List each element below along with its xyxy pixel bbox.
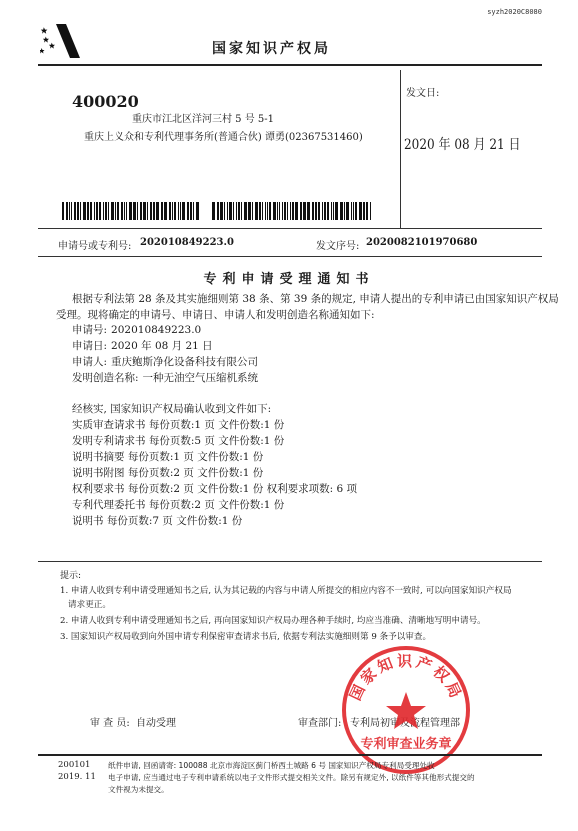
barcode-bar bbox=[248, 202, 251, 220]
barcode-bar bbox=[282, 202, 283, 220]
field-filing-date bbox=[72, 339, 213, 353]
file-item: 权利要求书 每份页数:2 页 文件份数:1 份 权利要求项数: 6 项 bbox=[72, 483, 358, 495]
examiner-label: 审 查 员: bbox=[90, 718, 130, 729]
barcode-bar bbox=[182, 202, 185, 220]
barcode-bar bbox=[335, 202, 338, 220]
barcode-bar bbox=[290, 202, 291, 220]
barcode-bar bbox=[229, 202, 232, 220]
barcode-bar bbox=[196, 202, 199, 220]
barcode-bar bbox=[187, 202, 189, 220]
barcode-bar bbox=[227, 202, 228, 220]
footer-line: 文件视为未提交。 bbox=[108, 785, 169, 794]
application-number-label: 申请号或专利号: bbox=[58, 241, 132, 252]
intro-line-2: 受理。现将确定的申请号、申请日、申请人和发明创造名称通知如下: bbox=[56, 309, 375, 321]
barcode-bar bbox=[233, 202, 234, 220]
barcode-bar bbox=[284, 202, 286, 220]
barcode-bar bbox=[105, 202, 107, 220]
barcode-bar bbox=[74, 202, 76, 220]
barcode-bar bbox=[238, 202, 240, 220]
barcode-bar bbox=[121, 202, 123, 220]
barcode-right bbox=[212, 202, 372, 220]
footer-rule bbox=[38, 754, 542, 756]
intro-line-1: 根据专利法第 28 条及其实施细则第 38 条、第 39 条的规定, 申请人提出的专利申请已由国家知识产权局 bbox=[72, 293, 559, 305]
barcode-bar bbox=[162, 202, 163, 220]
barcode-bar bbox=[346, 202, 349, 220]
footer-code: 200101 bbox=[58, 760, 91, 770]
file-item: 说明书附图 每份页数:2 页 文件份数:1 份 bbox=[72, 467, 264, 479]
dispatch-date-label: 发文日: bbox=[406, 88, 440, 99]
barcode-bar bbox=[318, 202, 320, 220]
barcode-bar bbox=[161, 202, 162, 220]
ids-top-rule bbox=[38, 228, 542, 229]
barcode-bar bbox=[236, 202, 237, 220]
barcode-bar bbox=[143, 202, 146, 220]
file-item: 说明书摘要 每份页数:1 页 文件份数:1 份 bbox=[72, 451, 264, 463]
dispatch-divider bbox=[400, 70, 401, 228]
barcode-bar bbox=[156, 202, 159, 220]
barcode-bar bbox=[303, 202, 306, 220]
footer-code: 2019. 11 bbox=[58, 772, 96, 782]
barcode-bar bbox=[111, 202, 114, 220]
barcode-bar bbox=[87, 202, 89, 220]
barcode-bar bbox=[164, 202, 167, 220]
address: 重庆市江北区洋河三村 5 号 5-1 bbox=[132, 114, 275, 125]
field-value: 一种无油空气压缩机系统 bbox=[142, 372, 259, 384]
field-label: 申请日: bbox=[72, 340, 108, 352]
department-label: 审查部门: bbox=[298, 718, 342, 729]
field-applicant bbox=[72, 355, 258, 369]
field-value: 2020 年 08 月 21 日 bbox=[111, 340, 213, 352]
agent: 重庆上义众和专利代理事务所(普通合伙) 谭勇(02367531460) bbox=[84, 132, 363, 143]
barcode-bar bbox=[277, 202, 278, 220]
barcode-bar bbox=[363, 202, 365, 220]
barcode-bar bbox=[117, 202, 119, 220]
emblem-icon bbox=[40, 22, 80, 60]
barcode-bar bbox=[124, 202, 125, 220]
serial-number-label: 发文序号: bbox=[316, 241, 360, 252]
barcode-bar bbox=[193, 202, 194, 220]
dispatch-date: 2020 年 08 月 21 日 bbox=[404, 137, 521, 153]
barcode-bar bbox=[190, 202, 192, 220]
barcode-bar bbox=[312, 202, 314, 220]
barcode-bar bbox=[129, 202, 132, 220]
barcode-bar bbox=[351, 202, 352, 220]
barcode-bar bbox=[90, 202, 92, 220]
barcode-bar bbox=[150, 202, 152, 220]
barcode-bar bbox=[115, 202, 116, 220]
barcode-bar bbox=[169, 202, 171, 220]
barcode-bar bbox=[327, 202, 329, 220]
file-item: 发明专利请求书 每份页数:5 页 文件份数:1 份 bbox=[72, 435, 285, 447]
barcode-bar bbox=[99, 202, 101, 220]
barcode-bar bbox=[140, 202, 142, 220]
department-value: 专利局初审及流程管理部 bbox=[350, 718, 460, 729]
barcode-bar bbox=[244, 202, 247, 220]
barcode-bar bbox=[80, 202, 81, 220]
barcode-bar bbox=[62, 202, 64, 220]
file-item: 说明书 每份页数:7 页 文件份数:1 份 bbox=[72, 515, 243, 527]
office-name: 国家知识产权局 bbox=[212, 41, 331, 57]
barcode-bar bbox=[255, 202, 258, 220]
barcode-bar bbox=[333, 202, 334, 220]
barcode-bar bbox=[353, 202, 355, 220]
file-item: 实质审查请求书 每份页数:1 页 文件份数:1 份 bbox=[72, 419, 285, 431]
field-value: 202010849223.0 bbox=[111, 324, 202, 336]
barcode-bar bbox=[66, 202, 68, 220]
footer-line: 纸件申请, 回函请寄: 100088 北京市海淀区蓟门桥西土城路 6 号 国家知识产权局专利局受理处收 bbox=[108, 761, 435, 770]
postcode: 400020 bbox=[72, 92, 139, 111]
seal-bottom-text: 专利审查业务章 bbox=[360, 737, 452, 752]
barcode-bar bbox=[344, 202, 345, 220]
barcode-bar bbox=[279, 202, 280, 220]
barcode-bar bbox=[217, 202, 219, 220]
header-rule bbox=[38, 64, 542, 66]
barcode-bar bbox=[259, 202, 262, 220]
note-line: 3. 国家知识产权局收到向外国申请专利保密审查请求书后, 依据专利法实施细则第 9 条予以审查。 bbox=[60, 632, 432, 642]
barcode-bar bbox=[71, 202, 72, 220]
files-intro: 经核实, 国家知识产权局确认收到文件如下: bbox=[72, 403, 272, 415]
barcode-bar bbox=[331, 202, 332, 220]
barcode-bar bbox=[77, 202, 79, 220]
barcode-bar bbox=[355, 202, 357, 220]
barcode-bar bbox=[108, 202, 109, 220]
barcode-bar bbox=[300, 202, 302, 220]
barcode-bar bbox=[267, 202, 268, 220]
barcode-bar bbox=[287, 202, 288, 220]
barcode-bar bbox=[69, 202, 70, 220]
barcode-bar bbox=[172, 202, 173, 220]
barcode-bar bbox=[174, 202, 176, 220]
barcode-bar bbox=[340, 202, 343, 220]
barcode-bar bbox=[262, 202, 263, 220]
barcode-bar bbox=[370, 202, 371, 220]
note-line: 2. 申请人收到专利申请受理通知书之后, 再向国家知识产权局办理各种手续时, 均应当准确、清晰地写明申请号。 bbox=[60, 616, 486, 626]
barcode-bar bbox=[178, 202, 179, 220]
doc-code: syzh2020C8080 bbox=[487, 8, 542, 16]
barcode-bar bbox=[137, 202, 138, 220]
barcode-bar bbox=[220, 202, 223, 220]
note-line: 1. 申请人收到专利申请受理通知书之后, 认为其记载的内容与申请人所提交的相应内容不一致时, 可以向国家知识产权局 bbox=[60, 586, 512, 596]
notes-top-rule bbox=[38, 561, 542, 562]
seal-top-text: 国家知识产权局 bbox=[346, 652, 466, 704]
barcode-bar bbox=[366, 202, 368, 220]
application-number: 202010849223.0 bbox=[140, 237, 234, 248]
barcode-bar bbox=[83, 202, 86, 220]
note-line: 请求更正。 bbox=[68, 600, 111, 610]
file-item: 专利代理委托书 每份页数:2 页 文件份数:1 份 bbox=[72, 499, 285, 511]
barcode-bar bbox=[252, 202, 253, 220]
barcode-bar bbox=[133, 202, 136, 220]
serial-number: 2020082101970680 bbox=[366, 237, 478, 248]
field-label: 申请号: bbox=[72, 324, 108, 336]
ids-bottom-rule bbox=[38, 256, 542, 257]
barcode-bar bbox=[315, 202, 317, 220]
document-title: 专利申请受理通知书 bbox=[203, 272, 375, 287]
barcode-bar bbox=[307, 202, 310, 220]
barcode-bar bbox=[359, 202, 362, 220]
barcode-bar bbox=[295, 202, 298, 220]
barcode-bar bbox=[126, 202, 127, 220]
barcode-bar bbox=[265, 202, 266, 220]
footer-line: 电子申请, 应当通过电子专利申请系统以电子文件形式提交相关文件。除另有规定外, 以纸件等其他形式提交的 bbox=[108, 773, 475, 782]
barcode-left bbox=[62, 202, 200, 220]
barcode-bar bbox=[322, 202, 324, 220]
barcode-bar bbox=[147, 202, 148, 220]
barcode-bar bbox=[273, 202, 276, 220]
barcode-bar bbox=[103, 202, 104, 220]
barcode-bar bbox=[94, 202, 95, 220]
barcode-bar bbox=[324, 202, 326, 220]
barcode-bar bbox=[241, 202, 242, 220]
barcode-bar bbox=[153, 202, 155, 220]
field-value: 重庆鲍斯净化设备科技有限公司 bbox=[111, 356, 259, 368]
field-label: 发明创造名称: bbox=[72, 372, 139, 384]
field-application-number bbox=[72, 323, 201, 337]
field-invention-title bbox=[72, 371, 258, 385]
barcode-bar bbox=[180, 202, 181, 220]
barcode-bar bbox=[269, 202, 271, 220]
seal-icon bbox=[340, 644, 472, 776]
barcode-bar bbox=[292, 202, 295, 220]
barcode-bar bbox=[96, 202, 99, 220]
field-label: 申请人: bbox=[72, 356, 108, 368]
barcode-bar bbox=[224, 202, 226, 220]
examiner-value: 自动受理 bbox=[136, 718, 176, 729]
office-logo bbox=[40, 22, 80, 60]
notes-title: 提示: bbox=[60, 571, 82, 581]
barcode-bar bbox=[212, 202, 215, 220]
official-seal bbox=[340, 644, 472, 776]
